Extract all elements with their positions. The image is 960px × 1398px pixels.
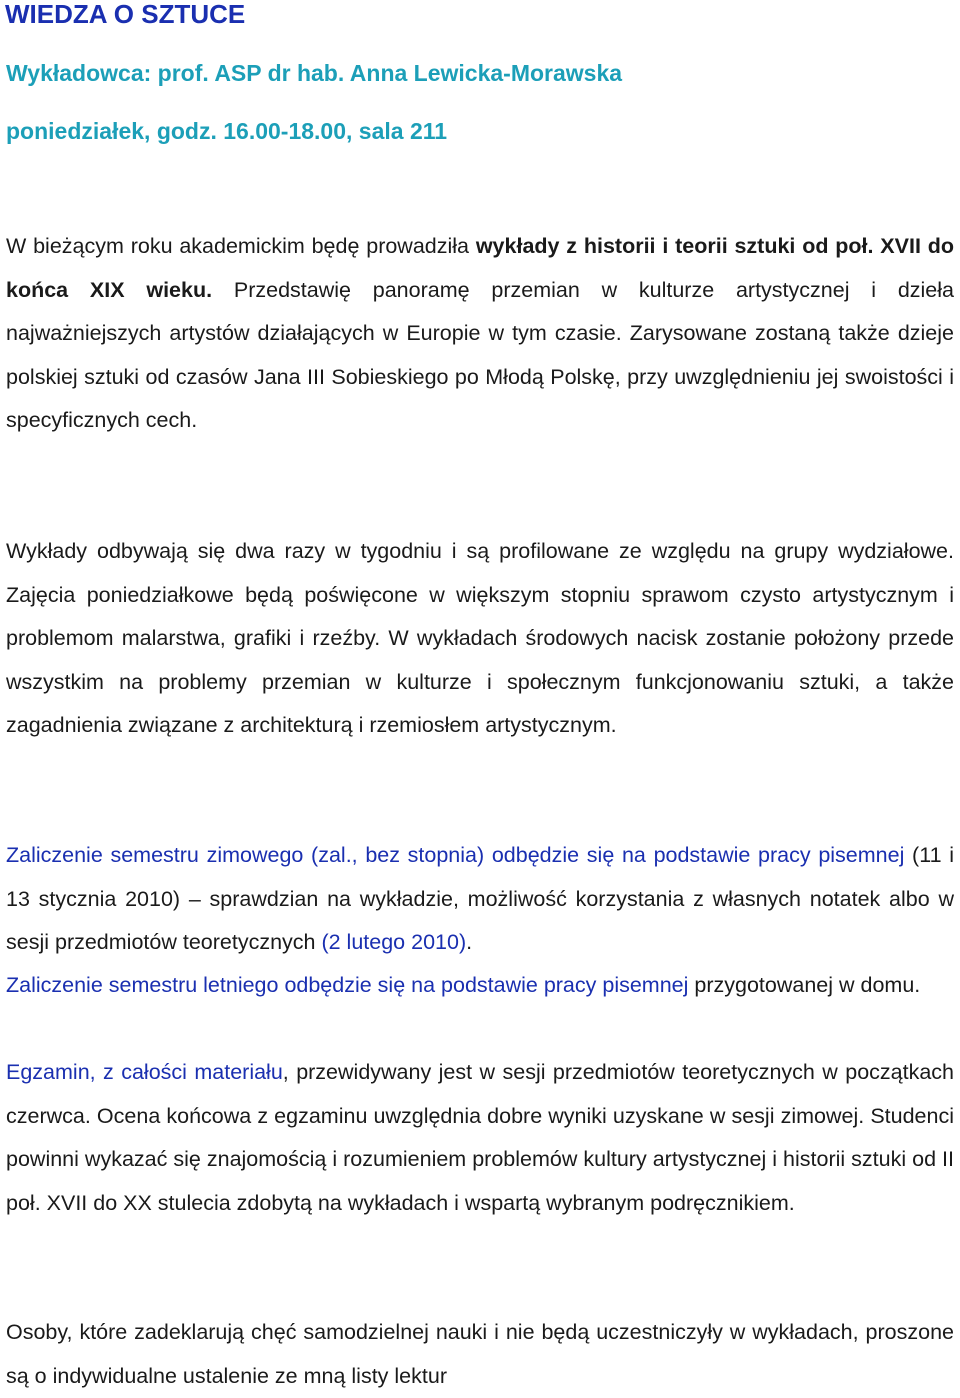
- summer-credit-text: przygotowanej w domu.: [688, 973, 921, 997]
- winter-credit-highlight: Zaliczenie semestru zimowego (zal., bez stopnia) odbędzie się na podstawie pracy pisemnej: [6, 843, 905, 867]
- winter-credit-end: .: [466, 930, 473, 954]
- summer-credit-paragraph: [6, 964, 954, 1008]
- lecturer-line: Wykładowca: prof. ASP dr hab. Anna Lewicka-Morawska: [6, 60, 623, 86]
- intro-bold: wykłady z historii i teorii sztuki od poł. XVII do końca XIX wieku.: [6, 234, 954, 302]
- page-title: WIEDZA O SZTUCE: [5, 0, 246, 29]
- summer-credit-highlight: Zaliczenie semestru letniego odbędzie się na podstawie pracy pisemnej: [6, 973, 689, 997]
- schedule-line: poniedziałek, godz. 16.00-18.00, sala 211: [6, 118, 448, 144]
- self-study-paragraph: Osoby, które zadeklarują chęć samodzielnej nauki i nie będą uczestniczyły w wykładach, proszone są o indywidualne ustalenie ze mną listy lektur: [6, 1320, 954, 1388]
- intro-text-2: Przedstawię panoramę przemian w kulturze artystycznej i dzieła najważniejszych artystów działających w Europie w tym czasie. Zarysowane zostaną także dzieje polskiej sztuki od czasów Jana III Sobieskiego po Młodą Polskę, przy uwzględnieniu jej swoistości i specyficznych cech.: [6, 277, 954, 432]
- winter-credit-date: (2 lutego 2010): [321, 930, 467, 954]
- intro-text-1: W bieżącym roku akademickim będę prowadziła: [6, 234, 476, 258]
- winter-credit-text: (11 i 13 stycznia 2010) – sprawdzian na wykładzie, możliwość korzystania z własnych notatek albo w sesji przedmiotów teoretycznych: [6, 843, 954, 954]
- winter-credit-paragraph: [6, 834, 954, 965]
- exam-text: , przewidywany jest w sesji przedmiotów teoretycznych w początkach czerwca. Ocena końcowa z egzaminu uwzględnia dobre wyniki uzyskane w sesji zimowej. Studenci powinni wykazać się znajomością i rozumieniem problemów kultury artystycznej i historii sztuki od II poł. XVII do XX stulecia zdobytą na wykładach i wspartą wybranym podręcznikiem.: [6, 1060, 955, 1215]
- exam-paragraph: [6, 1051, 954, 1225]
- intro-paragraph: [6, 225, 954, 443]
- lectures-paragraph: Wykłady odbywają się dwa razy w tygodniu i są profilowane ze względu na grupy wydziałowe. Zajęcia poniedziałkowe będą poświęcone w większym stopniu sprawom czysto artystycznym i problemom malarstwa, grafiki i rzeźby. W wykładach środowych nacisk zostanie położony przede wszystkim na problemy przemian w kulturze i społecznym funkcjonowaniu sztuki, a także zagadnienia związane z architekturą i rzemiosłem artystycznym.: [6, 539, 954, 737]
- exam-highlight: Egzamin, z całości materiału: [6, 1060, 283, 1084]
